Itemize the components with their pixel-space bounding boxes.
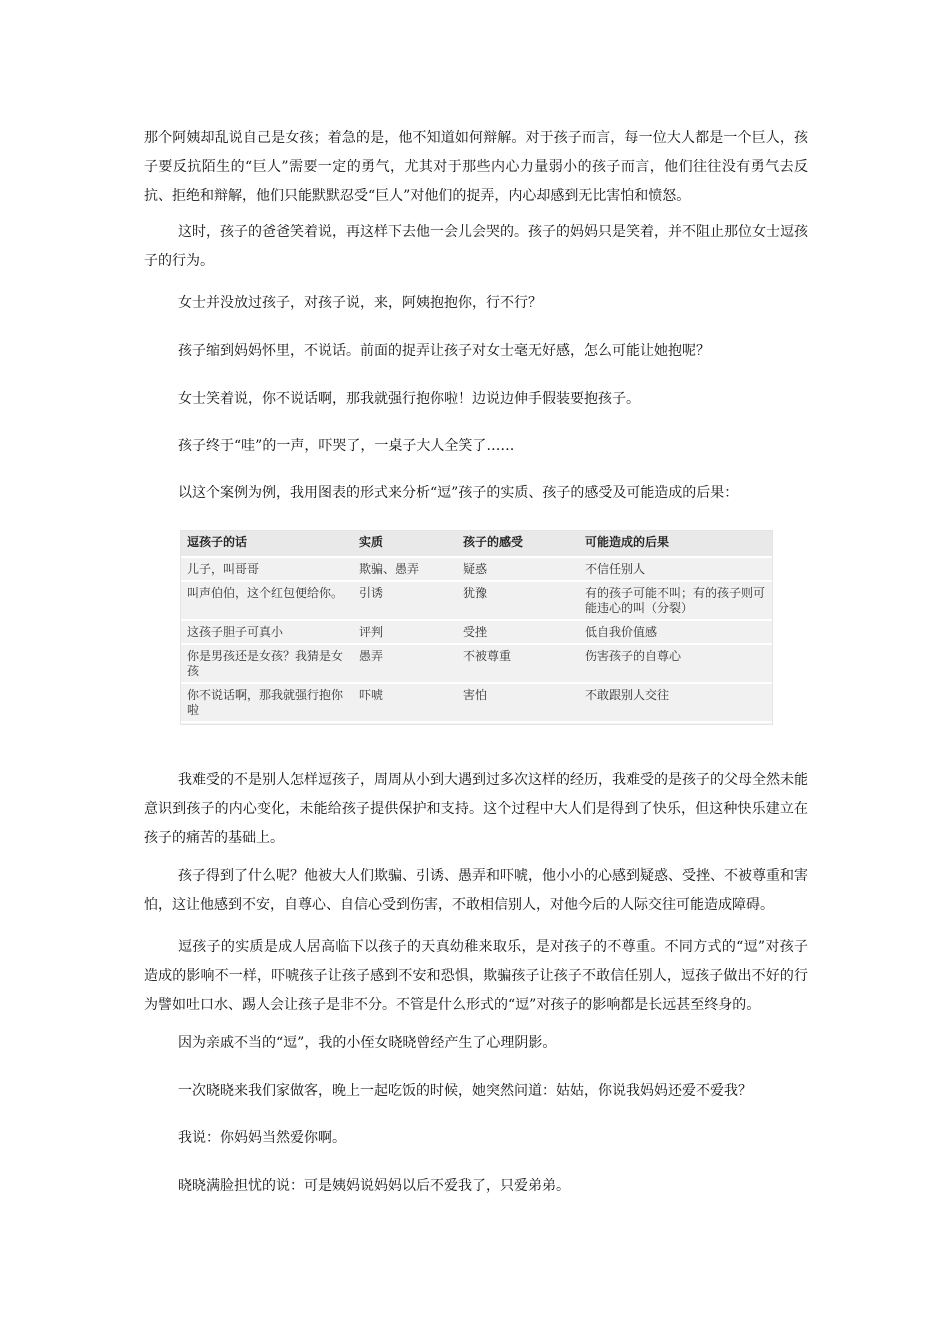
paragraph-10: 逗孩子的实质是成人居高临下以孩子的天真幼稚来取乐，是对孩子的不尊重。不同方式的“逗”对孩子造成的影响不一样，吓唬孩子让孩子感到不安和恐惧，欺骗孩子让孩子不敢信任别人，逗孩子做出不好的行为譬如吐口水、踢人会让孩子是非不分。不管是什么形式的“逗”对孩子的影响都是长远甚至终身的。 (144, 939, 808, 1013)
paragraph-14: 晓晓满脸担忧的说：可是姨妈说妈妈以后不爱我了，只爱弟弟。 (178, 1178, 570, 1194)
table-cell: 你不说话啊，那我就强行抱你啦 (181, 683, 353, 722)
table-cell: 愚弄 (353, 644, 457, 683)
paragraph-11: 因为亲戚不当的“逗”，我的小侄女晓晓曾经产生了心理阴影。 (178, 1035, 557, 1051)
table-cell: 儿子，叫哥哥 (181, 557, 353, 581)
table-cell: 不信任别人 (579, 557, 772, 581)
table-cell: 吓唬 (353, 683, 457, 722)
analysis-table-image (180, 530, 773, 725)
table-cell: 你是男孩还是女孩？我猜是女孩 (181, 644, 353, 683)
table-row (181, 557, 772, 581)
paragraph-1: 那个阿姨却乱说自己是女孩；着急的是，他不知道如何辩解。对于孩子而言，每一位大人都是一个巨人，孩子要反抗陌生的“巨人”需要一定的勇气，尤其对于那些内心力量弱小的孩子而言，他们往往没有勇气去反抗、拒绝和辩解，他们只能默默忍受“巨人”对他们的捉弄，内心却感到无比害怕和愤怒。 (144, 130, 808, 204)
paragraph-9: 孩子得到了什么呢？他被大人们欺骗、引诱、愚弄和吓唬，他小小的心感到疑惑、受挫、不被尊重和害怕，这让他感到不安，自尊心、自信心受到伤害，不敢相信别人，对他今后的人际交往可能造成障碍。 (144, 868, 808, 913)
table-header-cell: 逗孩子的话 (181, 531, 353, 557)
table-cell: 引诱 (353, 581, 457, 620)
table-cell: 犹豫 (457, 581, 579, 620)
table-row (181, 620, 772, 644)
paragraph-5: 女士笑着说，你不说话啊，那我就强行抱你啦！边说边伸手假装要抱孩子。 (178, 391, 640, 407)
table-cell: 有的孩子可能不叫；有的孩子则可能违心的叫（分裂） (579, 581, 772, 620)
paragraph-3: 女士并没放过孩子，对孩子说，来，阿姨抱抱你，行不行？ (178, 295, 542, 311)
paragraph-4: 孩子缩到妈妈怀里，不说话。前面的捉弄让孩子对女士毫无好感，怎么可能让她抱呢？ (178, 343, 710, 359)
table-cell: 疑惑 (457, 557, 579, 581)
table-header-row (181, 531, 772, 557)
paragraph-2: 这时，孩子的爸爸笑着说，再这样下去他一会儿会哭的。孩子的妈妈只是笑着，并不阻止那位女士逗孩子的行为。 (144, 224, 808, 269)
table-row (181, 581, 772, 620)
table-cell: 这孩子胆子可真小 (181, 620, 353, 644)
table-cell: 欺骗、愚弄 (353, 557, 457, 581)
table-row (181, 683, 772, 722)
table-cell: 受挫 (457, 620, 579, 644)
table-cell: 不被尊重 (457, 644, 579, 683)
table-cell: 伤害孩子的自尊心 (579, 644, 772, 683)
paragraph-6: 孩子终于“哇”的一声，吓哭了，一桌子大人全笑了…… (178, 438, 515, 454)
paragraph-12: 一次晓晓来我们家做客，晚上一起吃饭的时候，她突然问道：姑姑，你说我妈妈还爱不爱我？ (178, 1083, 752, 1099)
table-header-cell: 可能造成的后果 (579, 531, 772, 557)
table-cell: 叫声伯伯，这个红包便给你。 (181, 581, 353, 620)
table-cell: 不敢跟别人交往 (579, 683, 772, 722)
table-cell: 评判 (353, 620, 457, 644)
table-row (181, 644, 772, 683)
table-cell: 低自我价值感 (579, 620, 772, 644)
paragraph-13: 我说：你妈妈当然爱你啊。 (178, 1130, 346, 1146)
table-header-cell: 孩子的感受 (457, 531, 579, 557)
paragraph-8: 我难受的不是别人怎样逗孩子，周周从小到大遇到过多次这样的经历，我难受的是孩子的父母全然未能意识到孩子的内心变化，未能给孩子提供保护和支持。这个过程中大人们是得到了快乐，但这种快乐建立在孩子的痛苦的基础上。 (144, 772, 808, 846)
table-cell: 害怕 (457, 683, 579, 722)
paragraph-7: 以这个案例为例，我用图表的形式来分析“逗”孩子的实质、孩子的感受及可能造成的后果： (178, 485, 739, 501)
table-header-cell: 实质 (353, 531, 457, 557)
analysis-table (181, 531, 772, 723)
